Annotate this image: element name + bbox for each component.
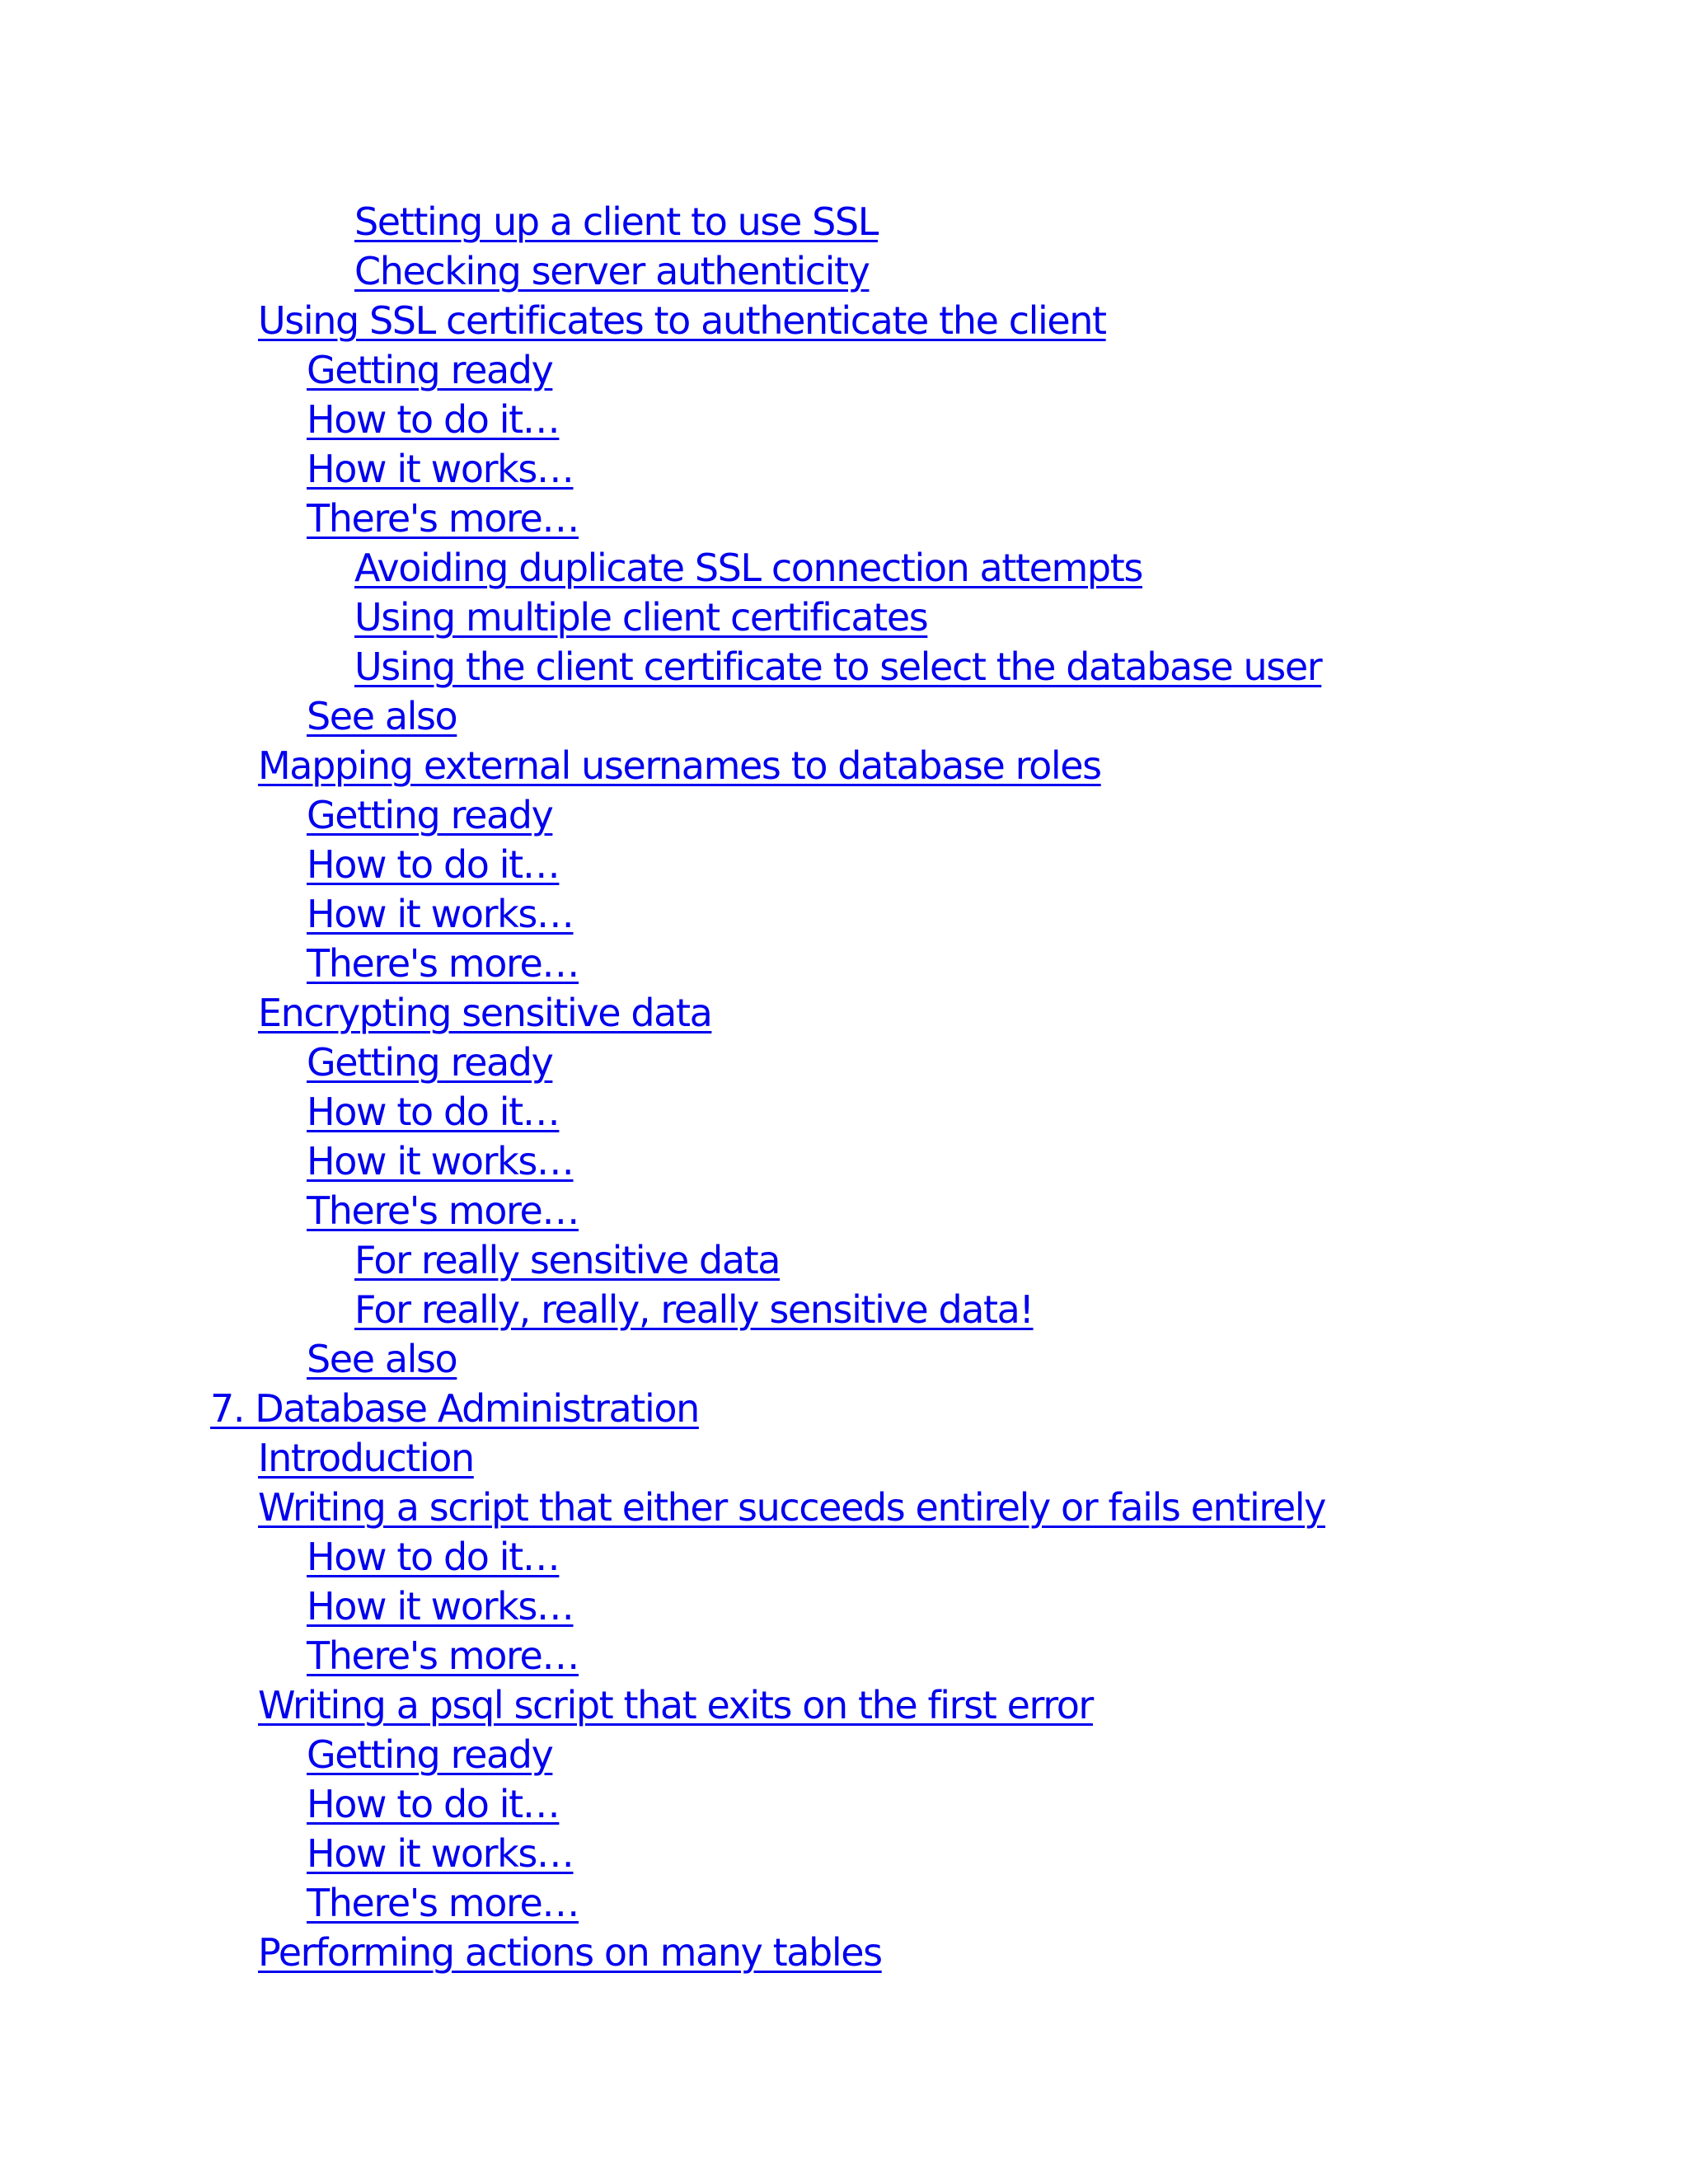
toc-link[interactable]: Writing a psql script that exits on the first error [258,1683,1093,1727]
toc-link[interactable]: Avoiding duplicate SSL connection attempts [354,546,1142,590]
toc-entry [0,1038,1688,1087]
toc-entry [0,988,1688,1038]
toc-entry [0,1829,1688,1878]
toc-link[interactable]: There's more… [307,941,579,986]
toc-entry [0,197,1688,246]
toc-entry [0,1137,1688,1186]
toc-entry [0,1483,1688,1532]
toc-entry [0,1730,1688,1779]
toc-link[interactable]: How it works… [307,447,574,491]
toc-link[interactable]: Performing actions on many tables [258,1930,882,1975]
toc-entry [0,395,1688,444]
toc-link[interactable]: There's more… [307,496,579,541]
toc-link[interactable]: Using multiple client certificates [354,595,928,640]
toc-link[interactable]: Getting ready [307,348,553,392]
toc-link[interactable]: Mapping external usernames to database roles [258,743,1101,788]
toc-link[interactable]: There's more… [307,1188,579,1233]
toc-link[interactable]: How to do it… [307,1782,560,1826]
toc-entry [0,1631,1688,1680]
toc-entry [0,1582,1688,1631]
toc-link[interactable]: Getting ready [307,793,553,837]
toc-link[interactable]: For really sensitive data [354,1238,781,1282]
toc-entry [0,1285,1688,1334]
toc-link[interactable]: Writing a script that either succeeds entirely or fails entirely [258,1485,1325,1530]
toc-link[interactable]: Using the client certificate to select the database user [354,644,1322,689]
toc-entry [0,840,1688,889]
toc-entry [0,1680,1688,1730]
toc-entry [0,543,1688,593]
toc-entry [0,642,1688,691]
toc-entry [0,939,1688,988]
toc-link[interactable]: There's more… [307,1633,579,1678]
toc-entry [0,1433,1688,1483]
toc-entry [0,889,1688,939]
toc-link[interactable]: Encrypting sensitive data [258,991,712,1035]
toc-link[interactable]: How to do it… [307,1090,560,1134]
toc-entry [0,691,1688,741]
toc-entry [0,246,1688,296]
toc-link[interactable]: How to do it… [307,1535,560,1579]
toc-entry [0,1878,1688,1928]
toc-link[interactable]: Checking server authenticity [354,249,870,293]
table-of-contents [0,197,1688,1977]
toc-entry [0,444,1688,494]
toc-entry [0,1087,1688,1137]
toc-entry [0,1235,1688,1285]
toc-entry [0,345,1688,395]
toc-entry [0,1334,1688,1384]
toc-link[interactable]: See also [307,694,457,738]
toc-entry [0,1532,1688,1582]
toc-entry [0,790,1688,840]
toc-entry [0,1779,1688,1829]
toc-link[interactable]: Getting ready [307,1732,553,1777]
toc-chapter-link[interactable]: 7. Database Administration [210,1386,699,1431]
toc-entry [0,1186,1688,1235]
toc-link[interactable]: How it works… [307,1584,574,1629]
toc-link[interactable]: How it works… [307,1139,574,1183]
toc-link[interactable]: How it works… [307,1831,574,1876]
toc-link[interactable]: Setting up a client to use SSL [354,199,878,244]
toc-link[interactable]: How to do it… [307,397,560,442]
toc-link[interactable]: Introduction [258,1436,474,1480]
toc-entry [0,1384,1688,1433]
toc-entry [0,1928,1688,1977]
toc-entry [0,296,1688,345]
toc-link[interactable]: There's more… [307,1881,579,1925]
toc-entry [0,494,1688,543]
toc-entry [0,741,1688,790]
toc-link[interactable]: For really, really, really sensitive data! [354,1287,1034,1332]
toc-link[interactable]: Using SSL certificates to authenticate the client [258,298,1106,343]
toc-link[interactable]: See also [307,1337,457,1381]
toc-link[interactable]: How to do it… [307,842,560,887]
toc-link[interactable]: Getting ready [307,1040,553,1085]
toc-entry [0,593,1688,642]
toc-link[interactable]: How it works… [307,892,574,936]
